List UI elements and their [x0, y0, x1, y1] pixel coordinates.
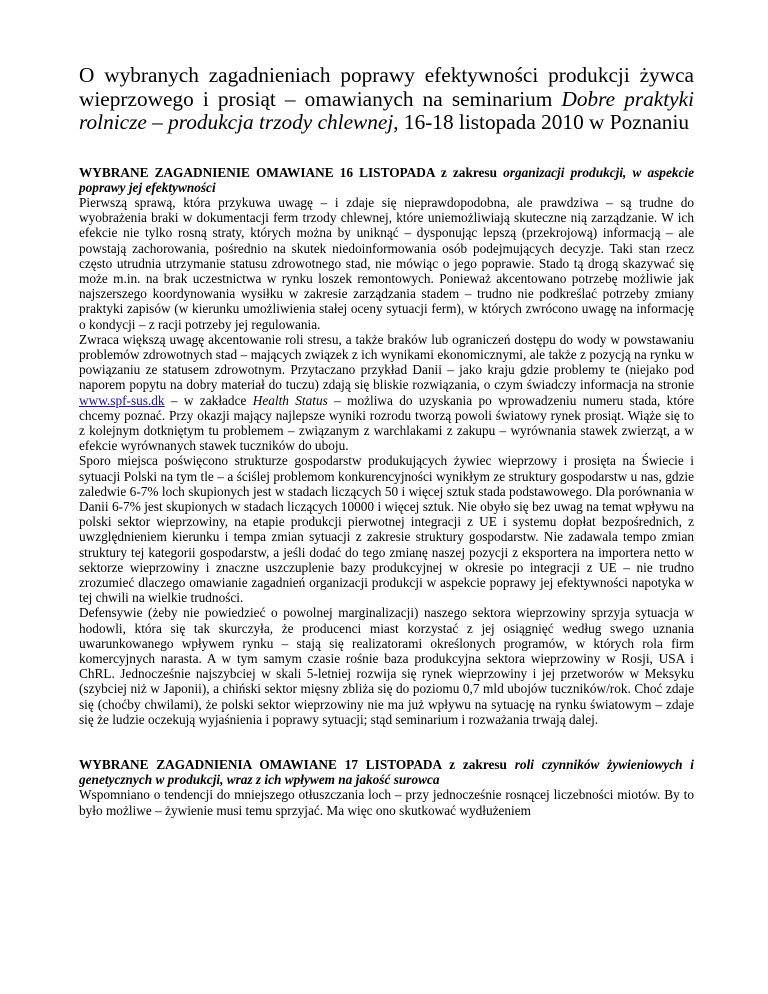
section-2-heading-text: WYBRANE ZAGADNIENIA OMAWIANE 17 LISTOPADA z zakresu: [79, 757, 515, 773]
title-seminar-name: Dobre praktyki rolnicze – produkcja trzody chlewnej: [79, 86, 694, 134]
section-1-heading-topic: organizacji produkcji, w aspekcie poprawy jej efektywności: [79, 164, 694, 195]
section-1-paragraph-3: Sporo miejsca poświęcono strukturze gospodarstw produkujących żywiec wieprzowy i prosięta na Świecie i sytuacji Polski na tym tle – a ściślej problemom konkurencyjności wynikłym ze struktury gospodarstw u nas, gdzie zaledwie 6-7% loch skupionych jest w stadach liczących 50 i więcej sztuk stada podstawowego. Dla porównania w Danii 6-7% jest skupionych w stadach liczących 10000 i więcej sztuk. Nie obyło się bez uwag na temat wpływu na polski sektor wieprzowiny, na etapie produkcji pierwotnej integracji z UE i systemu dopłat bezpośrednich, z uwzględnieniem kierunku i tempa zmian sytuacji z zakresie struktury gospodarstw. Nie zadawala tempo zmian struktury tej kategorii gospodarstw, a jeśli dodać do tego zmianę naszej pozycji z eksportera na importera netto w sektorze wieprzowiny i znaczne uszczuplenie bazy produkcyjnej w okresie po integracji z UE – nie trudno zrozumieć dlaczego omawianie zagadnień organizacji produkcji w aspekcie poprawy jej efektywności napotyka w tej chwili na wielkie trudności.: [79, 453, 694, 606]
paragraph-2-text-c: – możliwa do uzyskania po wprowadzeniu numeru stada, które chcemy poznać. Przy okazji mający najlepsze wyniki rozrodu tworzą powoli światowy rynek prosiąt. Wiąże się to z kolejnym dotkniętym tu problemem – związanym z warchlakami z zakupu – wyrównania stawek zwierząt, a w efekcie wyrównanych stawek tuczników do uboju.: [79, 392, 694, 454]
title-part-2: , 16-18 listopada 2010 w Poznaniu: [393, 110, 690, 134]
title-part-1: O wybranych zagadnieniach poprawy efektywności produkcji żywca wieprzowego i prosiąt – omawianych na seminarium: [79, 63, 694, 111]
section-1-paragraph-4: Defensywie (żeby nie powiedzieć o powolnej marginalizacji) naszego sektora wieprzowiny sprzyja sytuacja w hodowli, która się tak skurczyła, że producenci miast korzystać z jej osiągnięć według swego uznania uwarunkowanego wpływem rynku – stają się realizatorami określonych programów, w których rola firm komercyjnych narasta. A w tym samym czasie rośnie baza produkcyjna sektora wieprzowiny w Rosji, USA i ChRL. Jednocześnie najszybciej w skali 5-letniej rozwija się rynek wieprzowiny i jej przetworów w Meksyku (szybciej niż w Japonii), a chiński sektor mięsny zbliża się do poziomu 0,7 mld ubojów tuczników/rok. Choć zdaje się (choćby chwilami), że polski sektor wieprzowiny nie ma już wpływu na sytuację na rynku światowym – zdaje się że ludzie oczekują wyjaśnienia i poprawy sytuacji; stąd seminarium i rozważania trwają dalej.: [79, 605, 694, 727]
section-1-paragraph-2: [79, 332, 694, 454]
section-2-heading-topic: roli czynników żywieniowych i genetycznych w produkcji, wraz z ich wpływem na jakość surowca: [79, 757, 694, 788]
section-spacer: [79, 727, 694, 757]
section-1-heading: [79, 165, 694, 195]
document-title: [79, 64, 694, 135]
section-1-heading-text: WYBRANE ZAGADNIENIE OMAWIANE 16 LISTOPADA z zakresu: [79, 164, 504, 180]
spf-sus-link[interactable]: www.spf-sus.dk: [79, 392, 165, 408]
section-2-paragraph-1: Wspomniano o tendencji do mniejszego otłuszczania loch – przy jednocześnie rosnącej liczebności miotów. By to było możliwe – żywienie musi temu sprzyjać. Ma więc ono skutkować wydłużeniem: [79, 787, 694, 818]
paragraph-2-text-a: Zwraca większą uwagę akcentowanie roli stresu, a także braków lub ograniczeń dostępu do wody w powstawaniu problemów zdrowotnych stad – mających związek z ich wynikami ekonomicznymi, ale także z pozycją na rynku w powiązaniu ze statusem zdrowotnym. Przytaczano przykład Danii – jako kraju gdzie problemy te (niejako pod naporem popytu na dobry materiał do tuczu) zdają się bliskie rozwiązania, o czym świadczy informacja na stronie: [79, 331, 694, 393]
paragraph-2-text-b: – w zakładce: [164, 392, 253, 408]
section-2-heading: [79, 757, 694, 787]
section-1-paragraph-1: Pierwszą sprawą, która przykuwa uwagę – i zdaje się nieprawdopodobna, ale prawdziwa – są trudne do wyobrażenia braki w dokumentacji ferm trzody chlewnej, które uniemożliwiają skuteczne nią zarządzanie. W ich efekcie nie tylko rosną straty, których można by uniknąć – dysponując lepszą (przekrojową) informacją – ale powstają zachorowania, pośrednio na skutek niedoinformowania osób podejmujących decyzje. Taki stan rzecz często utrudnia utrzymanie statusu zdrowotnego stad, nie mówiąc o jego poprawie. Stado tą drogą skazywać się może m.in. na brak uczestnictwa w rynku loszek remontowych. Ponieważ akcentowano potrzebę możliwie jak najszerszego koordynowania wysiłku w zakresie zarządzania stadem – trudno nie podkreślać potrzeby zmiany praktyki zapisów (w kierunku umożliwienia stałej oceny sytuacji ferm), w których zwrócono uwagę na informację o kondycji – z racji potrzeby jej regulowania.: [79, 194, 694, 332]
health-status-tab-name: Health Status: [252, 392, 328, 408]
